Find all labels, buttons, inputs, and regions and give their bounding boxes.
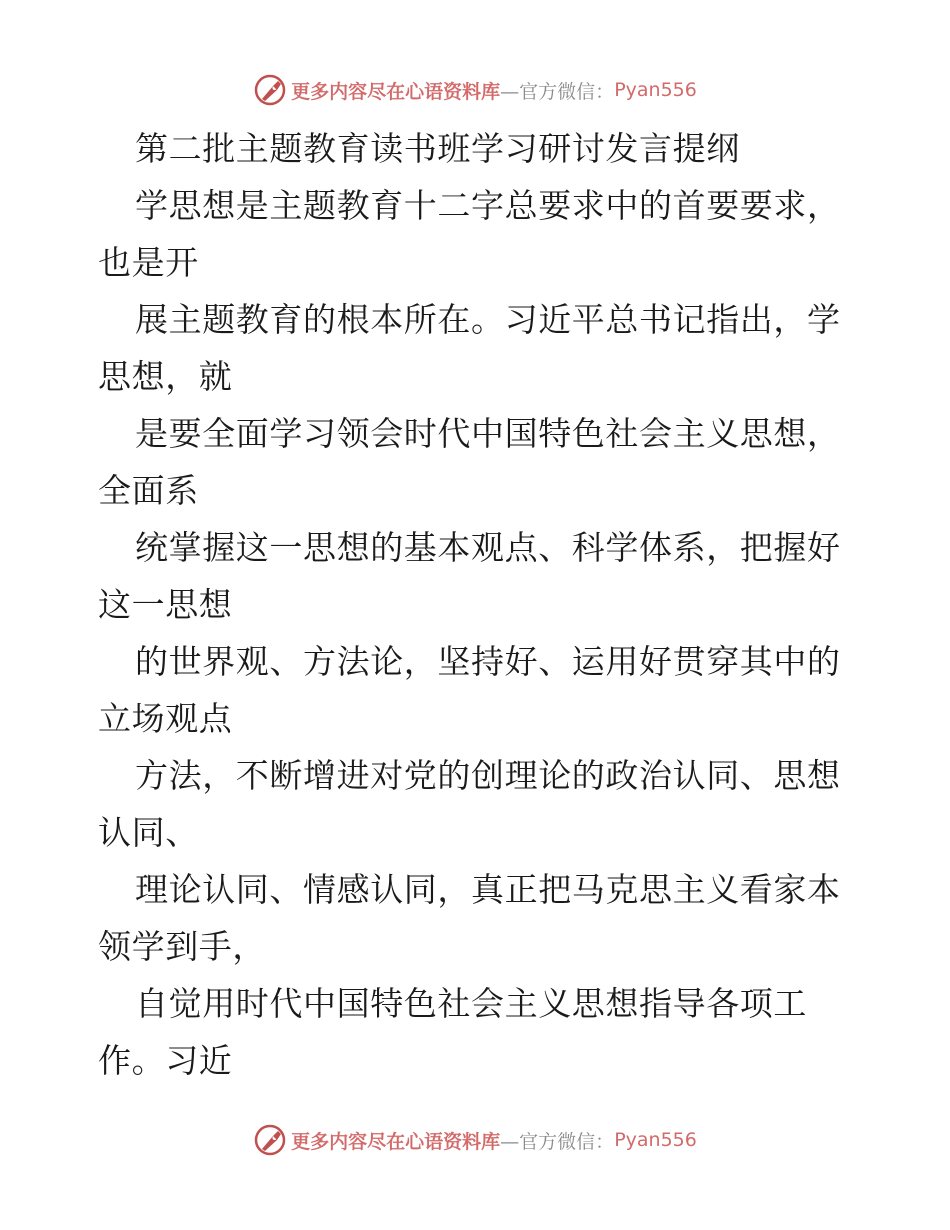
document-title: 第二批主题教育读书班学习研讨发言提纲 <box>135 129 740 168</box>
text-line: 统掌握这一思想的基本观点、科学体系，把握好 <box>135 528 841 567</box>
watermark-contact: Pyan556 <box>614 79 697 101</box>
text-line: 理论认同、情感认同，真正把马克思主义看家本 <box>135 870 841 909</box>
watermark-contact: Pyan556 <box>614 1129 697 1151</box>
text-line: 学思想是主题教育十二字总要求中的首要要求， <box>135 186 841 225</box>
text-line: 全面系 <box>98 471 199 510</box>
text-line: 思想，就 <box>98 357 233 396</box>
pen-nib-logo-icon <box>253 1123 287 1157</box>
document-body <box>98 126 858 1095</box>
watermark-separator: —官方微信： <box>500 1130 615 1153</box>
text-line: 是要全面学习领会时代中国特色社会主义思想， <box>135 414 841 453</box>
text-line: 展主题教育的根本所在。习近平总书记指出，学 <box>135 300 841 339</box>
text-line: 自觉用时代中国特色社会主义思想指导各项工 <box>135 984 807 1023</box>
text-line: 认同、 <box>98 813 199 852</box>
watermark-text: 更多内容尽在心语资料库 <box>291 80 501 103</box>
watermark-text: 更多内容尽在心语资料库 <box>291 1130 501 1153</box>
pen-nib-logo-icon <box>253 73 287 107</box>
text-line: 的世界观、方法论，坚持好、运用好贯穿其中的 <box>135 642 841 681</box>
footer-watermark-banner <box>0 1120 950 1160</box>
watermark-separator: —官方微信： <box>500 80 615 103</box>
header-watermark-banner <box>0 70 950 110</box>
text-line: 作。习近 <box>98 1041 233 1080</box>
text-line: 也是开 <box>98 243 199 282</box>
text-line: 立场观点 <box>98 699 233 738</box>
text-line: 领学到手， <box>98 927 266 966</box>
text-line: 这一思想 <box>98 585 233 624</box>
text-line: 方法，不断增进对党的创理论的政治认同、思想 <box>135 756 841 795</box>
